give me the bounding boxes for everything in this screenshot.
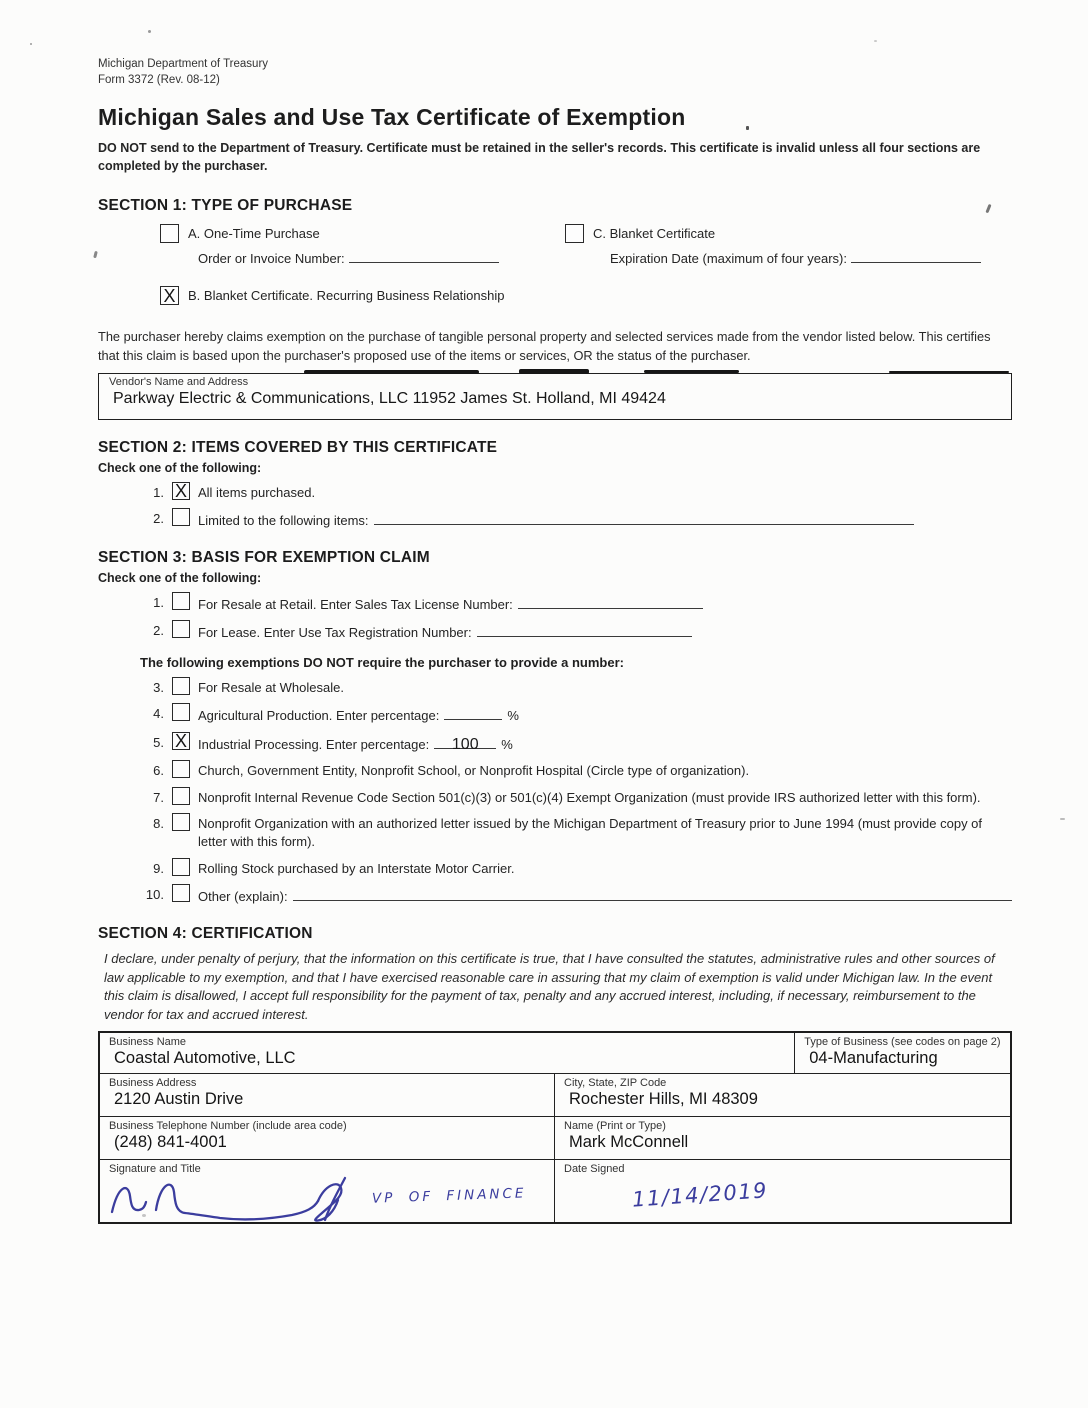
item-number: 3. bbox=[153, 679, 164, 695]
name-print-label: Name (Print or Type) bbox=[564, 1120, 666, 1133]
telephone-label: Business Telephone Number (include area code) bbox=[109, 1120, 347, 1133]
checkbox-industrial-processing[interactable]: X bbox=[172, 732, 190, 750]
vendor-box bbox=[98, 373, 1012, 420]
nonprofit-pre1994-label: Nonprofit Organization with an authorized letter issued by the Michigan Department of Treasury prior to June 1994 (must provide copy of letter with this form). bbox=[198, 816, 983, 850]
item-number: 1. bbox=[153, 594, 164, 610]
claim-paragraph: The purchaser hereby claims exemption on the purchase of tangible personal property and selected services made from the vendor listed below. This certifies that this claim is based upon the purchaser's proposed use of the items or services, OR the status of the purchaser. bbox=[98, 329, 991, 364]
business-address-value[interactable]: 2120 Austin Drive bbox=[114, 1090, 244, 1109]
all-items-label: All items purchased. bbox=[198, 484, 316, 500]
vendor-value[interactable]: Parkway Electric & Communications, LLC 11952 James St. Holland, MI 49424 bbox=[113, 389, 666, 407]
checkbox-blanket-certificate[interactable] bbox=[565, 224, 584, 243]
item-number: 10. bbox=[145, 887, 164, 903]
checkbox-resale-retail[interactable] bbox=[172, 592, 190, 610]
form-title: Michigan Sales and Use Tax Certificate of Exemption bbox=[98, 104, 686, 131]
agency-name: Michigan Department of Treasury bbox=[98, 58, 269, 70]
item-number: 7. bbox=[153, 789, 164, 805]
limited-items-label: Limited to the following items: bbox=[198, 513, 369, 529]
item-number: 2. bbox=[153, 623, 164, 639]
scan-speck bbox=[746, 126, 749, 130]
form-number: Form 3372 (Rev. 08-12) bbox=[98, 74, 220, 87]
order-invoice-label: Order or Invoice Number: bbox=[198, 251, 345, 267]
item-number: 8. bbox=[153, 816, 164, 832]
industrial-percentage-line[interactable]: 100 bbox=[434, 734, 496, 749]
scan-smudge bbox=[304, 370, 479, 374]
type-of-business-label: Type of Business (see codes on page 2) bbox=[804, 1036, 1001, 1049]
nonprofit-501c-label: Nonprofit Internal Revenue Code Section 501(c)(3) or 501(c)(4) Exempt Organization (must provide IRS authorized letter with this form). bbox=[198, 789, 981, 805]
business-address-label: Business Address bbox=[109, 1077, 197, 1090]
percent-suffix: % bbox=[507, 708, 519, 724]
resale-retail-label: For Resale at Retail. Enter Sales Tax License Number: bbox=[198, 596, 513, 612]
checkbox-nonprofit-501c[interactable] bbox=[172, 787, 190, 805]
city-state-zip-value[interactable]: Rochester Hills, MI 48309 bbox=[569, 1090, 758, 1109]
scan-speck bbox=[93, 251, 97, 258]
handwritten-date[interactable]: 11/14/2019 bbox=[631, 1178, 769, 1212]
industrial-processing-label: Industrial Processing. Enter percentage: bbox=[198, 736, 430, 752]
checkbox-lease[interactable] bbox=[172, 620, 190, 638]
scan-speck bbox=[142, 1214, 146, 1217]
checkbox-nonprofit-pre1994[interactable] bbox=[172, 813, 190, 831]
section1-heading: SECTION 1: TYPE OF PURCHASE bbox=[98, 197, 353, 215]
scan-speck bbox=[30, 43, 32, 45]
certification-declaration: I declare, under penalty of perjury, that the information on this certificate is true, that I have consulted the statutes, administrative rules and other sources of law applicable to my exemption, and that I have exercised reasonable care in assuring that my claim of exemption is valid under Michigan law. In the event this claim is disallowed, I accept full responsibility for the payment of tax, penalty and any accrued interest, including, if necessary, reimbursement to the vendor for tax and accrued interest. bbox=[104, 950, 995, 1023]
scan-speck bbox=[874, 40, 877, 42]
scan-speck bbox=[1060, 818, 1065, 820]
order-invoice-line[interactable] bbox=[349, 248, 499, 263]
item-number: 6. bbox=[153, 763, 164, 779]
section2-subheading: Check one of the following: bbox=[98, 460, 262, 475]
other-explain-line[interactable] bbox=[293, 886, 1012, 901]
agricultural-percentage-line[interactable] bbox=[444, 705, 502, 720]
option-c-label: C. Blanket Certificate bbox=[593, 226, 716, 242]
no-number-note: The following exemptions DO NOT require the purchaser to provide a number: bbox=[140, 654, 624, 670]
telephone-value[interactable]: (248) 841-4001 bbox=[114, 1133, 227, 1152]
item-number: 4. bbox=[153, 706, 164, 722]
checkbox-limited-items[interactable] bbox=[172, 508, 190, 526]
checkbox-agricultural[interactable] bbox=[172, 703, 190, 721]
percent-suffix: % bbox=[501, 736, 513, 752]
item-number: 1. bbox=[153, 484, 164, 500]
checkbox-other[interactable] bbox=[172, 884, 190, 902]
business-name-label: Business Name bbox=[109, 1036, 187, 1049]
church-government-label: Church, Government Entity, Nonprofit School, or Nonprofit Hospital (Circle type of organization). bbox=[198, 763, 750, 779]
signature-title-label: Signature and Title bbox=[109, 1163, 201, 1176]
expiration-date-line[interactable] bbox=[851, 248, 981, 263]
checkbox-church-government[interactable] bbox=[172, 760, 190, 778]
checkbox-rolling-stock[interactable] bbox=[172, 858, 190, 876]
form-instructions: DO NOT send to the Department of Treasury. Certificate must be retained in the seller's records. This certificate is invalid unless all four sections are completed by the purchaser. bbox=[98, 141, 981, 173]
lease-label: For Lease. Enter Use Tax Registration Number: bbox=[198, 625, 472, 641]
agricultural-label: Agricultural Production. Enter percentage: bbox=[198, 708, 440, 724]
date-signed-label: Date Signed bbox=[564, 1163, 625, 1176]
rolling-stock-label: Rolling Stock purchased by an Interstate Motor Carrier. bbox=[198, 860, 515, 876]
checkbox-all-items[interactable]: X bbox=[172, 482, 190, 500]
option-a-label: A. One-Time Purchase bbox=[188, 226, 320, 242]
limited-items-line[interactable] bbox=[374, 510, 914, 525]
handwritten-title[interactable]: VP OF FINANCE bbox=[371, 1185, 527, 1207]
checkbox-blanket-recurring[interactable]: X bbox=[160, 286, 179, 305]
sales-tax-license-line[interactable] bbox=[518, 594, 703, 609]
checkbox-resale-wholesale[interactable] bbox=[172, 677, 190, 695]
business-name-value[interactable]: Coastal Automotive, LLC bbox=[114, 1049, 296, 1068]
item-number: 5. bbox=[153, 734, 164, 750]
city-state-zip-label: City, State, ZIP Code bbox=[564, 1077, 667, 1090]
section4-heading: SECTION 4: CERTIFICATION bbox=[98, 924, 313, 942]
item-number: 2. bbox=[153, 511, 164, 527]
scan-speck bbox=[148, 30, 151, 33]
type-of-business-value[interactable]: 04-Manufacturing bbox=[809, 1049, 938, 1068]
expiration-date-label: Expiration Date (maximum of four years): bbox=[610, 251, 847, 267]
resale-wholesale-label: For Resale at Wholesale. bbox=[198, 679, 344, 695]
name-print-value[interactable]: Mark McConnell bbox=[569, 1133, 689, 1152]
scan-smudge bbox=[644, 370, 739, 373]
option-b-label: B. Blanket Certificate. Recurring Business Relationship bbox=[188, 288, 505, 304]
item-number: 9. bbox=[153, 860, 164, 876]
section3-heading: SECTION 3: BASIS FOR EXEMPTION CLAIM bbox=[98, 548, 430, 566]
scan-smudge bbox=[519, 369, 589, 374]
certification-table bbox=[98, 1031, 1012, 1224]
other-label: Other (explain): bbox=[198, 889, 288, 905]
checkbox-one-time-purchase[interactable] bbox=[160, 224, 179, 243]
section2-heading: SECTION 2: ITEMS COVERED BY THIS CERTIFICATE bbox=[98, 438, 498, 456]
section3-subheading: Check one of the following: bbox=[98, 570, 262, 585]
scan-smudge bbox=[889, 371, 1009, 374]
use-tax-registration-line[interactable] bbox=[477, 622, 692, 637]
vendor-label: Vendor's Name and Address bbox=[109, 375, 249, 388]
